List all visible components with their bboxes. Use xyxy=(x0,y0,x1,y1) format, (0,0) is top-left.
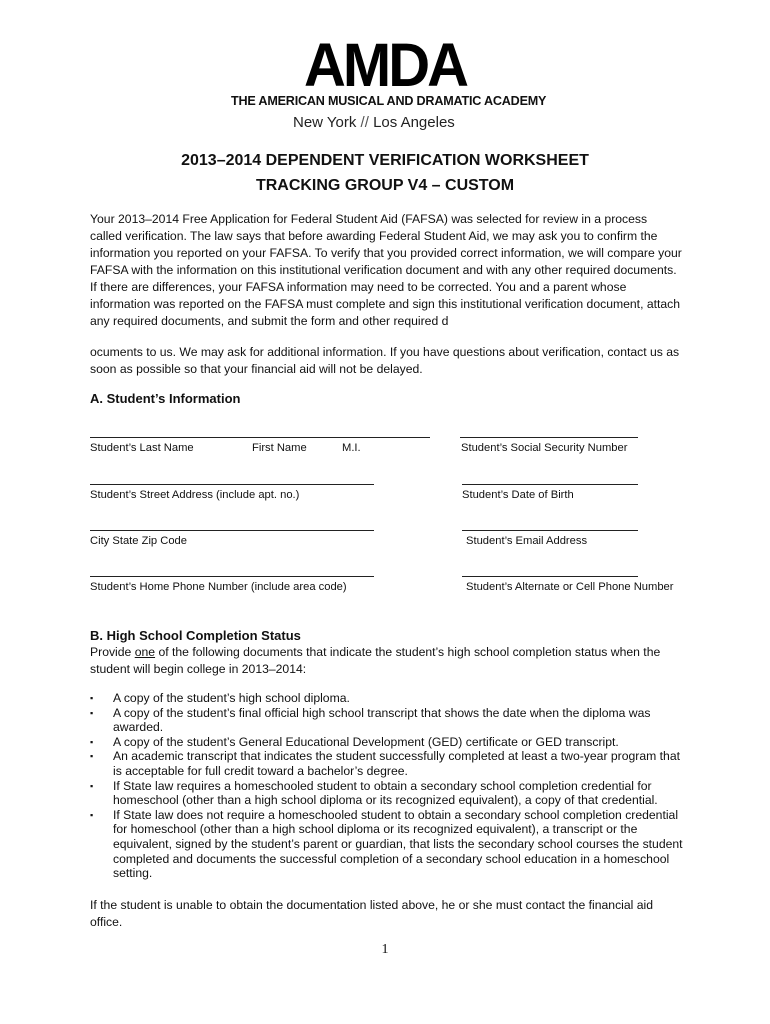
city-state-zip-line[interactable] xyxy=(90,530,374,531)
list-item-text: If State law does not require a homeschooled student to obtain a secondary school completion credential for homeschool (other than a high school diploma or its recognized equivalent), a transcript or the equivalent, signed by the student’s parent or guardian, that lists the secondary school courses the student completed and documents the successful completion of a secondary school education in a homeschool setting. xyxy=(113,807,683,881)
bullet-icon: ▪ xyxy=(90,809,94,820)
alt-phone-label: Student’s Alternate or Cell Phone Number xyxy=(466,581,674,593)
street-address-label: Student’s Street Address (include apt. no.) xyxy=(90,489,300,501)
list-item-text: An academic transcript that indicates the student successfully completed at least a two-year program that is acceptable for full credit toward a bachelor’s degree. xyxy=(113,749,680,778)
section-b-intro-pre: Provide xyxy=(90,645,135,659)
list-item-text: A copy of the student’s final official high school transcript that shows the date when the diploma was awarded. xyxy=(113,705,651,735)
bullet-icon: ▪ xyxy=(90,736,94,747)
city-los-angeles: Los Angeles xyxy=(373,114,455,131)
ssn-label: Student’s Social Security Number xyxy=(461,442,628,454)
section-b-intro xyxy=(90,644,682,678)
list-item xyxy=(90,706,690,735)
closing-paragraph: If the student is unable to obtain the documentation listed above, he or she must contact the financial aid office. xyxy=(90,898,654,929)
section-b-intro-emphasis: one xyxy=(134,645,156,659)
list-item-text: If State law requires a homeschooled student to obtain a secondary school completion credential for homeschool (other than a high school diploma or its recognized equivalent), a copy of that credential. xyxy=(113,778,658,808)
list-item xyxy=(90,779,690,808)
list-item-text: A copy of the student’s General Educational Development (GED) certificate or GED transcript. xyxy=(113,734,619,749)
intro-paragraph-2: ocuments to us. We may ask for additional information. If you have questions about verification, contact us as soon as possible so that your financial aid will not be delayed. xyxy=(90,345,680,376)
first-name-label: First Name xyxy=(252,442,307,454)
city-separator: // xyxy=(360,114,369,131)
bullet-icon: ▪ xyxy=(90,693,94,703)
city-state-zip-label: City State Zip Code xyxy=(90,535,188,547)
required-documents-list xyxy=(90,691,690,881)
bullet-icon: ▪ xyxy=(90,707,94,718)
document-title-line-1: 2013–2014 DEPENDENT VERIFICATION WORKSHEET xyxy=(181,152,589,169)
section-b-heading: B. High School Completion Status xyxy=(90,628,301,643)
city-new-york: New York xyxy=(293,114,357,131)
ssn-line[interactable] xyxy=(460,437,638,438)
last-name-line[interactable] xyxy=(90,437,430,438)
home-phone-line[interactable] xyxy=(90,576,374,577)
document-title-line-2: TRACKING GROUP V4 – CUSTOM xyxy=(255,177,515,194)
list-item xyxy=(90,749,690,778)
bullet-icon: ▪ xyxy=(90,780,94,791)
email-label: Student’s Email Address xyxy=(466,535,588,547)
bullet-icon: ▪ xyxy=(90,751,94,762)
section-a-heading: A. Student’s Information xyxy=(90,391,241,406)
home-phone-label: Student’s Home Phone Number (include area code) xyxy=(90,581,347,593)
section-b-intro-post: of the following documents that indicate the student’s high school completion status when the student will begin college in 2013–2014: xyxy=(90,645,661,676)
list-item xyxy=(90,691,690,706)
campus-locations xyxy=(293,114,455,131)
intro-paragraph-1: Your 2013–2014 Free Application for Federal Student Aid (FAFSA) was selected for review in a process called verification. The law says that before awarding Federal Student Aid, we may ask you to confirm the information you reported on your FAFSA. To verify that you provided correct information, we will compare your FAFSA with the information on this institutional verification document and with any other required documents. If there are differences, your FAFSA information may need to be corrected. You and a parent whose information was reported on the FAFSA must complete and sign this institutional verification document, attach any required documents, and submit the form and other required d xyxy=(90,212,682,328)
academy-name: THE AMERICAN MUSICAL AND DRAMATIC ACADEMY xyxy=(231,94,547,108)
last-name-label: Student’s Last Name xyxy=(90,442,194,454)
middle-initial-label: M.I. xyxy=(342,442,361,454)
list-item xyxy=(90,735,690,750)
list-item xyxy=(90,808,690,881)
list-item-text: A copy of the student’s high school diploma. xyxy=(113,691,350,705)
dob-line[interactable] xyxy=(462,484,638,485)
email-line[interactable] xyxy=(462,530,638,531)
amda-logo: AMDA xyxy=(304,31,466,100)
page-number: 1 xyxy=(381,942,389,957)
street-address-line[interactable] xyxy=(90,484,374,485)
dob-label: Student’s Date of Birth xyxy=(462,489,574,501)
alt-phone-line[interactable] xyxy=(462,576,638,577)
